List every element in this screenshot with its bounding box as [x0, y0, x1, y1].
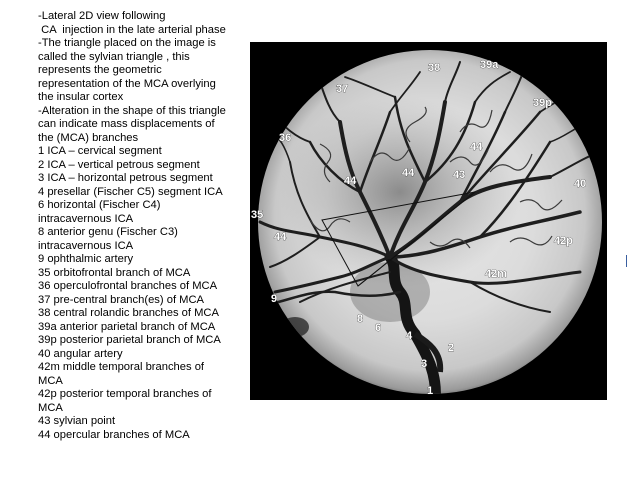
legend-item: 40 angular artery — [38, 347, 123, 360]
label-37: 37 — [336, 83, 349, 95]
legend-item: intracavernous ICA — [38, 212, 134, 225]
note-line: -Alteration in the shape of this triangle — [38, 104, 226, 117]
label-3: 3 — [421, 358, 428, 370]
label-4: 4 — [406, 330, 413, 342]
label-36: 36 — [279, 132, 292, 144]
label-40: 40 — [574, 178, 587, 190]
legend-item: 4 presellar (Fischer C5) segment ICA — [38, 185, 223, 198]
label-1: 1 — [427, 385, 434, 397]
legend-item: 8 anterior genu (Fischer C3) — [38, 226, 178, 238]
label-42p: 42p — [554, 235, 573, 247]
label-44-mid: 44 — [402, 167, 415, 179]
legend-item: 9 ophthalmic artery — [38, 253, 134, 265]
label-44-lower: 44 — [274, 231, 287, 243]
label-39a: 39a — [480, 59, 499, 71]
label-6: 6 — [375, 322, 382, 334]
label-44-left: 44 — [344, 175, 357, 187]
legend-item: MCA — [38, 374, 63, 387]
note-line: the insular cortex — [38, 91, 124, 103]
legend-item: 36 operculofrontal branches of MCA — [38, 280, 218, 292]
label-43: 43 — [453, 169, 466, 181]
label-44-upper: 44 — [470, 141, 483, 153]
note-line: -The triangle placed on the image is — [38, 37, 216, 49]
legend-item: 6 horizontal (Fischer C4) — [38, 199, 161, 211]
notes-text-block — [38, 10, 248, 442]
legend-item: 1 ICA – cervical segment — [38, 145, 162, 157]
label-35: 35 — [251, 209, 264, 221]
note-line: CA injection in the late arterial phase — [38, 23, 226, 36]
note-line: can indicate mass displacements of — [38, 118, 215, 130]
label-2: 2 — [448, 342, 455, 354]
legend-item: 44 opercular branches of MCA — [38, 428, 190, 441]
legend-item: 3 ICA – horizontal petrous segment — [38, 172, 213, 184]
legend-item: MCA — [38, 401, 63, 414]
legend-item: intracavernous ICA — [38, 239, 134, 252]
label-38: 38 — [428, 62, 441, 74]
legend-item: 38 central rolandic branches of MCA — [38, 307, 219, 319]
legend-item: 43 sylvian point — [38, 415, 116, 427]
label-42m: 42m — [485, 268, 508, 280]
label-9: 9 — [271, 293, 278, 305]
label-8: 8 — [357, 313, 364, 325]
note-line: -Lateral 2D view following — [38, 10, 166, 22]
angiogram-drawing — [250, 42, 607, 400]
note-line: the (MCA) branches — [38, 131, 139, 144]
label-39p: 39p — [533, 97, 552, 109]
edge-marker — [626, 255, 631, 267]
angiogram-image — [250, 42, 607, 400]
legend-item: 42m middle temporal branches of — [38, 361, 205, 373]
note-line: called the sylvian triangle , this — [38, 50, 190, 63]
legend-item: 35 orbitofrontal branch of MCA — [38, 266, 191, 279]
legend-item: 42p posterior temporal branches of — [38, 388, 212, 400]
note-line: representation of the MCA overlying — [38, 77, 216, 90]
legend-item: 39p posterior parietal branch of MCA — [38, 334, 221, 346]
legend-item: 37 pre-central branch(es) of MCA — [38, 293, 205, 306]
legend-item: 2 ICA – vertical petrous segment — [38, 158, 200, 171]
note-line: represents the geometric — [38, 64, 162, 76]
legend-item: 39a anterior parietal branch of MCA — [38, 320, 216, 333]
